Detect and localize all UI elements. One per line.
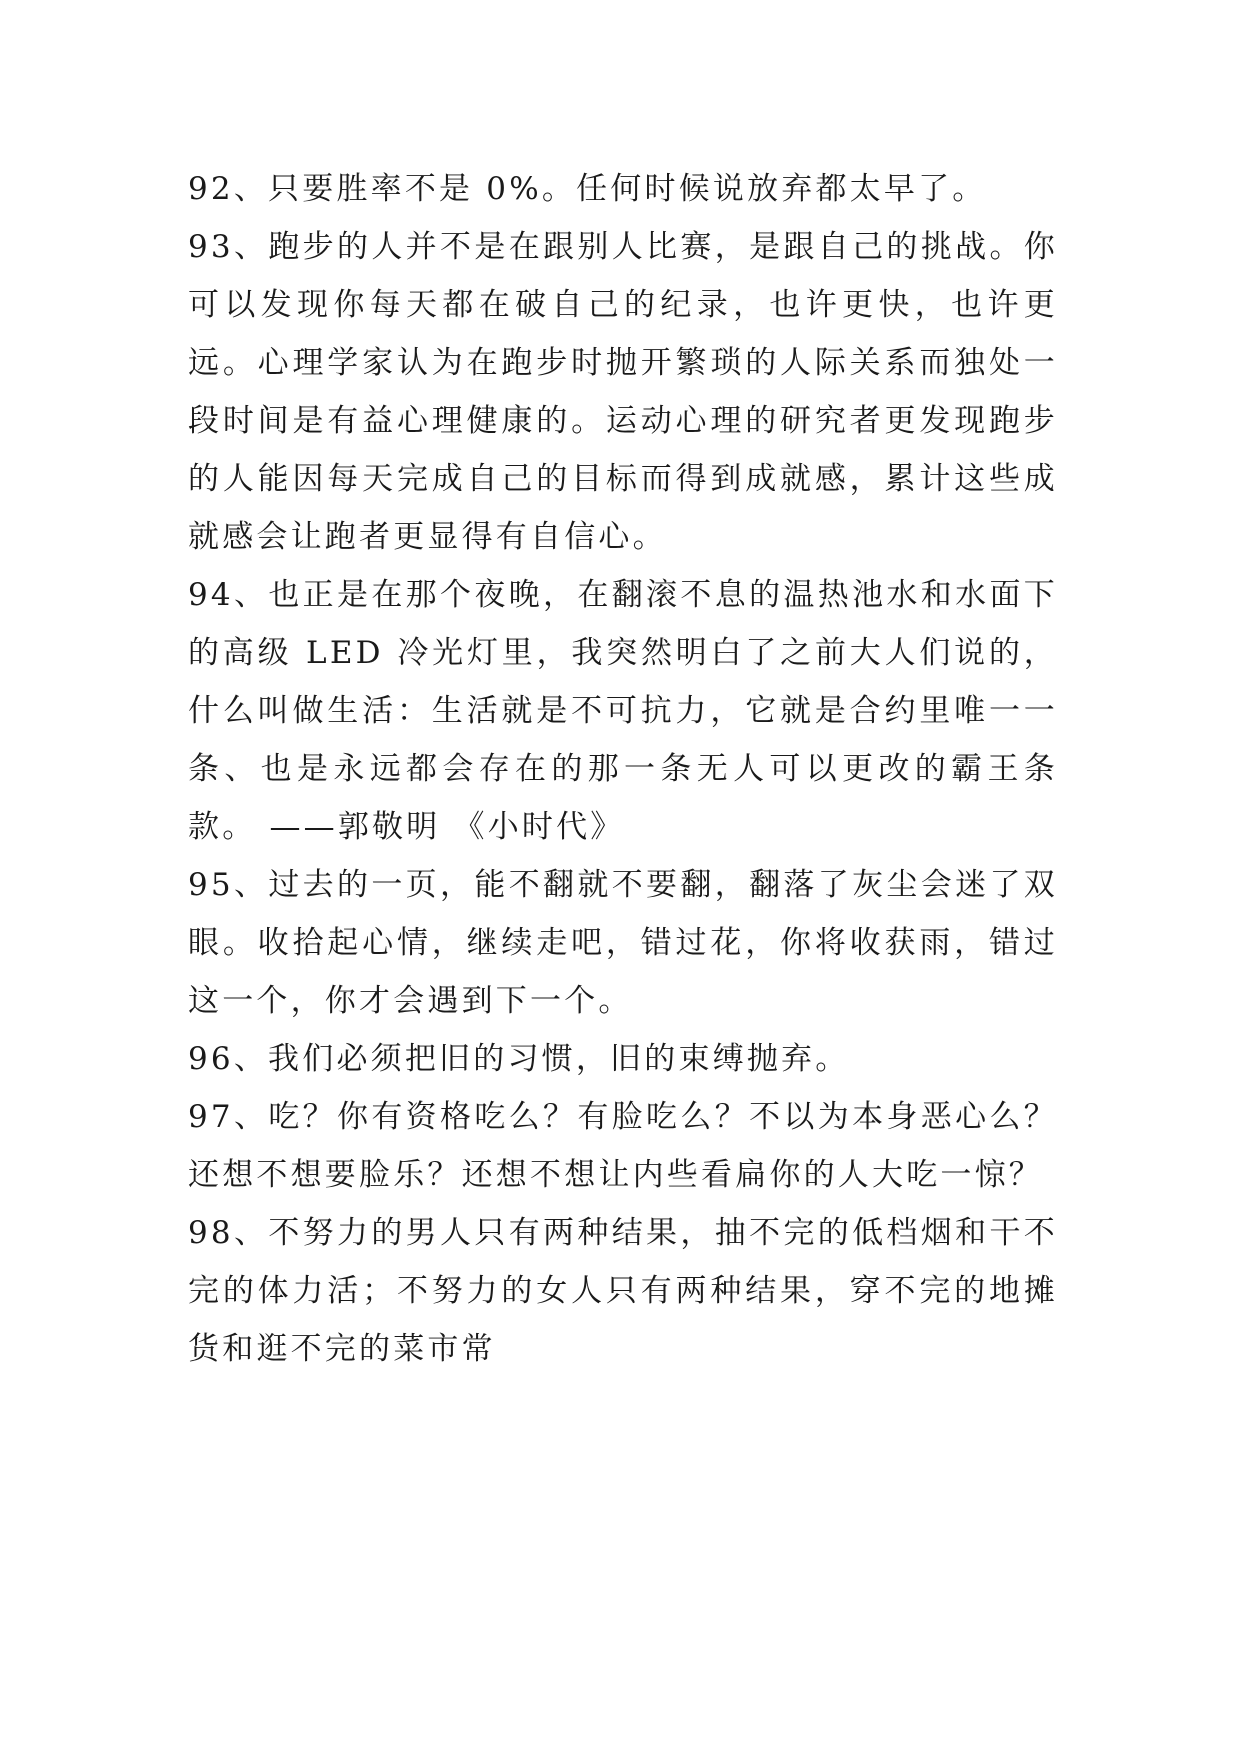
- quote-entry-96: 96、我们必须把旧的习惯，旧的束缚抛弃。: [188, 1041, 850, 1077]
- quote-entry-97: 97、吃？你有资格吃么？有脸吃么？不以为本身恶心么？还想不想要脸乐？还想不想让内些看扁你的人大吃一惊？: [188, 1099, 1058, 1193]
- document-body: [188, 160, 1058, 1378]
- quote-entry-98: 98、不努力的男人只有两种结果，抽不完的低档烟和干不完的体力活；不努力的女人只有两种结果，穿不完的地摊货和逛不完的菜市常: [188, 1215, 1058, 1367]
- quote-entry-93: 93、跑步的人并不是在跟别人比赛，是跟自己的挑战。你可以发现你每天都在破自己的纪录，也许更快，也许更远。心理学家认为在跑步时抛开繁琐的人际关系而独处一段时间是有益心理健康的。运动心理的研究者更发现跑步的人能因每天完成自己的目标而得到成就感，累计这些成就感会让跑者更显得有自信心。: [188, 229, 1058, 555]
- quote-entry-95: 95、过去的一页，能不翻就不要翻，翻落了灰尘会迷了双眼。收拾起心情，继续走吧，错过花，你将收获雨，错过这一个，你才会遇到下一个。: [188, 867, 1058, 1019]
- quote-entry-92: 92、只要胜率不是 0%。任何时候说放弃都太早了。: [188, 171, 987, 207]
- quote-entry-94: 94、也正是在那个夜晚，在翻滚不息的温热池水和水面下的高级 LED 冷光灯里，我突然明白了之前大人们说的，什么叫做生活：生活就是不可抗力，它就是合约里唯一一条、也是永远都会存在的那一条无人可以更改的霸王条款。 ——郭敬明 《小时代》: [188, 577, 1058, 845]
